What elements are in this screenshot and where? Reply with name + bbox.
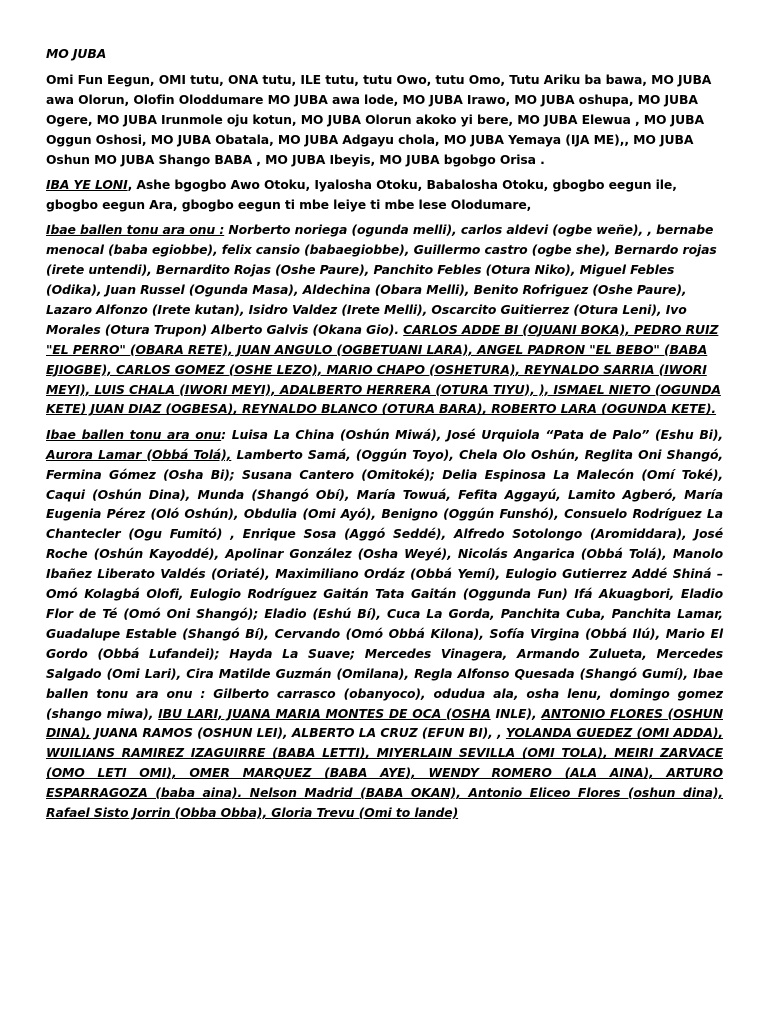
iba-ye-loni-heading: IBA YE LONI [46,176,128,192]
paragraph-mo-juba: Omi Fun Eegun, OMI tutu, ONA tutu, ILE tutu, tutu Owo, tutu Omo, Tutu Ariku ba bawa, MO JUBA awa Olorun, Olofin Oloddumare MO JUBA awa lode, MO JUBA Irawo, MO JUBA oshupa, MO JUBA Ogere, MO JUBA Irunmole oju kotun, MO JUBA Olorun akoko yi bere, MO JUBA Elewua , MO JUBA Oggun Oshosi, MO JUBA Obatala, MO JUBA Adgayu chola, MO JUBA Yemaya (IJA ME),, MO JUBA Oshun MO JUBA Shango BABA , MO JUBA Ibeyis, MO JUBA bgobgo Orisa . [46,71,712,167]
paragraph-iba-ye-loni [46,175,723,215]
document-page [46,44,723,828]
ibae-list-1-underlined: CARLOS ADDE BI (OJUANI BOKA), PEDRO RUIZ "EL PERRO" (OBARA RETE), JUAN ANGULO (OGBETUANI LARA), ANGEL PADRON "EL BEBO" (BABA EJIOGBE), CARLOS GOMEZ (OSHE LEZO), MARIO CHAPO (OSHETURA), REYNALDO SARRIA (IWORI MEYI), LUIS CHALA (IWORI MEYI), ADALBERTO HERRERA (OTURA TIYU), ), ISMAEL NIETO (OGUNDA KETE) JUAN DIAZ (OGBESA), REYNALDO BLANCO (OTURA BARA), ROBERTO LARA (OGUNDA KETE). [46,321,721,417]
ibae-list-2-part-3: INLE), [490,705,542,721]
ibae-heading-2: Ibae ballen tonu ara onu [46,426,222,442]
paragraph-ibae-list-1 [46,220,723,419]
paragraph-ibae-list-2 [46,425,723,823]
ibae-heading-1: Ibae ballen tonu ara onu : [46,222,225,238]
ibae-list-2-underlined-1: IBU LARI, JUANA MARIA MONTES DE OCA (OSHA [158,705,491,721]
ibae-list-1-plain: Norberto noriega (ogunda melli), carlos aldevi (ogbe weñe), , bernabe menocal (baba egiobbe), felix cansio (babaegiobbe), Guillermo castro (ogbe she), Bernardo rojas (irete untendi), Bernardito Rojas (Oshe Paure), Panchito Febles (Otura Niko), Miguel Febles (Odika), Juan Russel (Ogunda Masa), Aldechina (Obara Melli), Benito Rofriguez (Oshe Paure), Lazaro Alfonzo (Irete kutan), Isidro Valdez (Irete Melli), Oscarcito Guitierrez (Otura Leni), Ivo Morales (Otura Trupon) Alberto Galvis (Okana Gio). [46,222,717,337]
ibae-list-2-aurora: Aurora Lamar (Obbá Tolá), [46,446,232,462]
ibae-list-2-underlined-3: YOLANDA GUEDEZ (OMI ADDA), WUILIANS RAMIREZ IZAGUIRRE (BABA LETTI), MIYERLAIN SEVILLA (OMI TOLA), MEIRI ZARVACE (OMO LETI OMI), OMER MARQUEZ (BABA AYE), WENDY ROMERO (ALA AINA), ARTURO ESPARRAGOZA (baba aina). Nelson Madrid (BABA OKAN), Antonio Eliceo Flores (oshun dina), Rafael Sisto Jorrin (Obba Obba), Gloria Trevu (Omi to lande) [46,725,723,821]
ibae-list-2-underlined-2: ANTONIO FLORES (OSHUN DINA), [46,705,723,741]
ibae-list-2-part-1: : Luisa La China (Oshún Miwá), José Urquiola “Pata de Palo” (Eshu Bi), [221,426,723,442]
iba-ye-loni-text: , Ashe bgogbo Awo Otoku, Iyalosha Otoku, Babalosha Otoku, gbogbo eegun ile, gbogbo eegun Ara, gbogbo eegun ti mbe leiye ti mbe lese Olodumare, [46,176,677,212]
ibae-list-2-part-2: Lamberto Samá, (Oggún Toyo), Chela Olo Oshún, Reglita Oni Shangó, Fermina Gómez (Osha Bi); Susana Cantero (Omitoké); Delia Espinosa La Malecón (Omí Toké), Caqui (Oshún Dina), Munda (Shangó Obí), María Towuá, Fefita Aggayú, Lamito Agberó, María Eugenia Pérez (Oló Oshún), Obdulia (Omi Ayó), Benigno (Oggún Funshó), Consuelo Rodríguez La Chantecler (Ogu Fumitó) , Enrique Sosa (Aggó Seddé), Alfredo Sotolongo (Aromiddara), José Roche (Oshún Kayoddé), Apolinar González (Osha Weyé), Nicolás Angarica (Obbá Tolá), Manolo Ibañez Liberato Valdés (Oriaté), Maximiliano Ordáz (Obbá Yemí), Eulogio Gutierrez Addé Shiná – Omó Kolagbá Olofi, Eulogio Rodríguez Gaitán Tata Gaitán (Oggunda Fun) Ifá Akuagbori, Eladio Flor de Té (Omó Oni Shangó); Eladio (Eshú Bí), Cuca La Gorda, Panchita Cuba, Panchita Lamar, Guadalupe Estable (Shangó Bí), Cervando (Omó Obbá Kilona), Sofía Virgina (Obbá Ilú), Mario El Gordo (Obbá Lufandei); Hayda La Suave; Mercedes Vinagera, Armando Zulueta, Mercedes Salgado (Omi Lari), Cira Matilde Guzmán (Omilana), Regla Alfonso Quesada (Shangó Gumí), Ibae ballen tonu ara onu : Gilberto carrasco (obanyoco), odudua ala, osha lenu, domingo gomez (shango miwa), [46,446,723,721]
ibae-list-2-part-4: JUANA RAMOS (OSHUN LEI), ALBERTO LA CRUZ (EFUN BI), , [90,725,506,741]
page-title: MO JUBA [46,46,107,61]
